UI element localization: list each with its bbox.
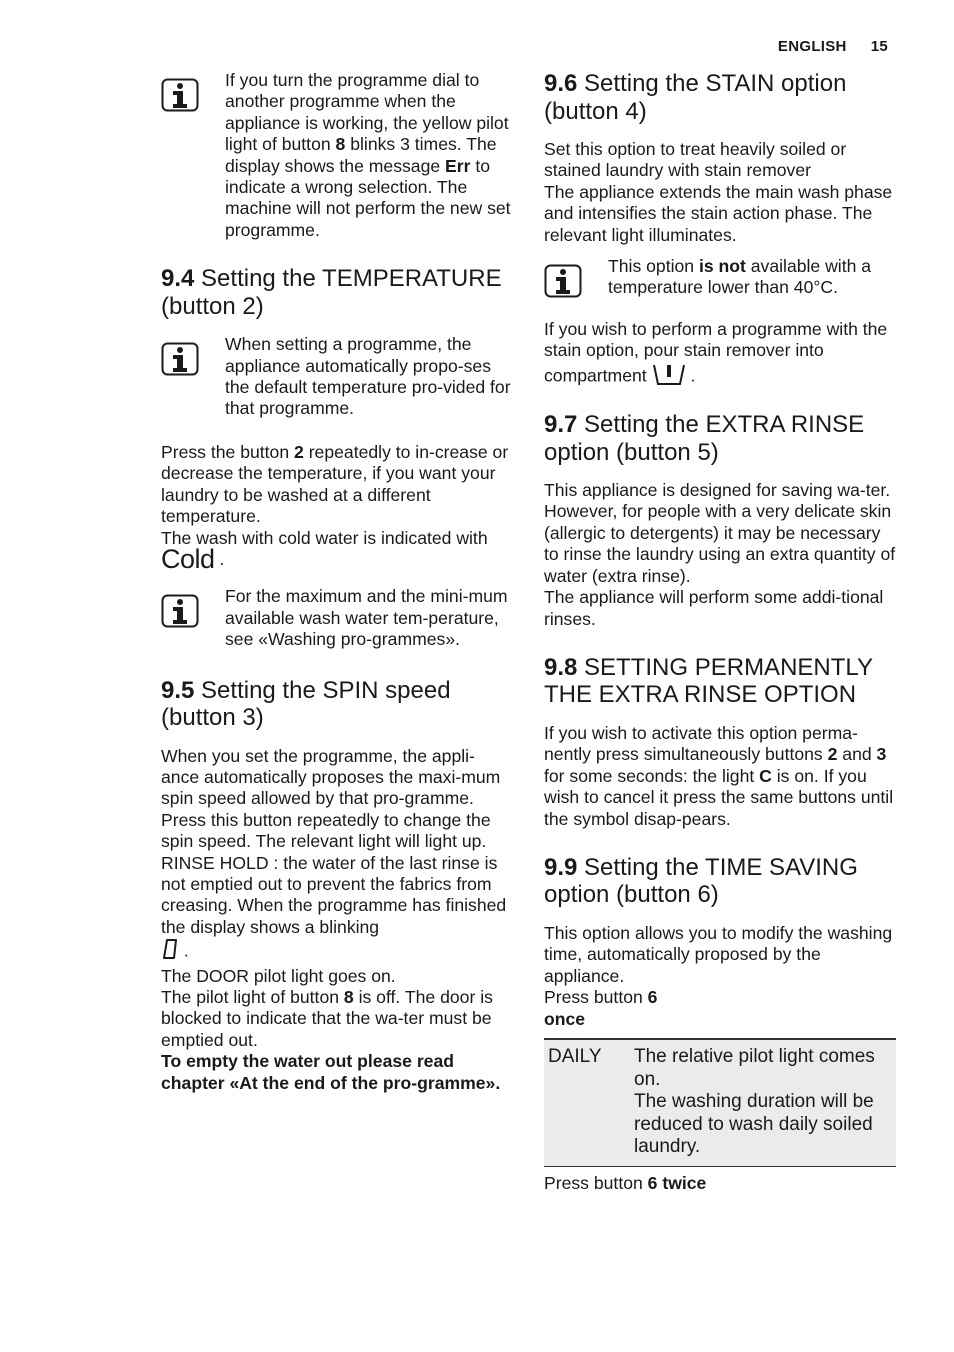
paragraph-stain-compartment: If you wish to perform a programme with the stain option, pour stain remover into compartment . xyxy=(544,319,896,391)
section-heading-9-6: 9.6 Setting the STAIN option (button 4) xyxy=(544,70,847,125)
section-heading-9-4: 9.4 Setting the TEMPERATURE (button 2) xyxy=(161,265,502,320)
paragraph-press-button-6-twice: Press button 6 twice xyxy=(544,1172,707,1193)
info-icon xyxy=(161,334,225,420)
info-icon xyxy=(161,70,225,241)
page-header xyxy=(778,38,888,55)
section-heading-9-5: 9.5 Setting the SPIN speed (button 3) xyxy=(161,676,451,732)
info-note-default-temperature xyxy=(161,334,513,420)
paragraph-extra-rinse-additional: The appliance will perform some addi-tional rinses. xyxy=(544,587,884,629)
zero-display-icon xyxy=(161,938,179,965)
paragraph-stain-extend: The appliance extends the main wash phase and intensifies the stain action phase. The relevant light illuminates. xyxy=(544,181,893,245)
info-note-text: If you turn the programme dial to another programme when the appliance is working, the yellow pilot light of button 8 blinks 3 times. The display shows the message Err to indicate a wrong selection. The machine will not perform the new set programme. xyxy=(225,70,511,240)
language-label: ENGLISH xyxy=(777,38,847,55)
paragraph-spin-intro: When you set the programme, the appli-ance automatically proposes the maxi-mum spin speed allowed by that pro-gramme. xyxy=(161,745,501,809)
paragraph-extra-rinse-saving: This appliance is designed for saving wa-ter. xyxy=(544,480,891,501)
paragraph-pilot-light: The pilot light of button 8 is off. The door is blocked to indicate that the wa-ter must be emptied out. xyxy=(161,987,493,1050)
paragraph-cold-wash: The wash with cold water is indicated with Cold . xyxy=(161,527,488,574)
table-row xyxy=(544,1039,896,1166)
section-heading-9-8: 9.8 SETTING PERMANENTLY THE EXTRA RINSE OPTION xyxy=(544,653,873,709)
paragraph-time-saving: This option allows you to modify the washing time, automatically proposed by the appliance. xyxy=(544,922,893,986)
info-icon xyxy=(161,586,225,650)
info-note-programme-dial xyxy=(161,70,513,241)
right-column xyxy=(544,70,896,1194)
stain-compartment-icon xyxy=(652,362,686,391)
paragraph-once: once xyxy=(544,1008,586,1029)
time-saving-table xyxy=(544,1038,896,1167)
info-note-text: When setting a programme, the appliance automatically propo-ses the default temperature pro-vided for that programme. xyxy=(225,334,511,419)
info-note-text: This option is not available with a temperature lower than 40°C. xyxy=(608,256,872,298)
table-cell-option: DAILY xyxy=(548,1045,602,1067)
info-note-max-min-temperature xyxy=(161,586,513,650)
table-cell-description: The relative pilot light comes on. The washing duration will be reduced to wash daily soiled laundry. xyxy=(634,1045,875,1158)
paragraph-door-light: The DOOR pilot light goes on. xyxy=(161,965,396,986)
paragraph-extra-rinse-skin: However, for people with a very delicate skin (allergic to detergents) it may be necessary to rinse the laundry using an extra quantity of water (extra rinse). xyxy=(544,501,896,586)
page-number: 15 xyxy=(870,38,888,55)
paragraph-permanent-extra-rinse: If you wish to activate this option perma-nently press simultaneously buttons 2 and 3 for some seconds: the light C is on. If you wish to cancel it press the same buttons until the symbol disap-pears. xyxy=(544,722,894,829)
info-note-text: For the maximum and the mini-mum available wash water tem-perature, see «Washing pro-grammes». xyxy=(225,586,508,650)
paragraph-spin-change: Press this button repeatedly to change the spin speed. The relevant light will light up. xyxy=(161,809,491,852)
left-column xyxy=(161,70,513,1094)
cold-symbol: Cold xyxy=(161,543,215,574)
section-heading-9-7: 9.7 Setting the EXTRA RINSE option (button 5) xyxy=(544,411,865,466)
paragraph-rinse-hold: RINSE HOLD : the water of the last rinse is not emptied out to prevent the fabrics from creasing. When the programme has finished the display shows a blinking . xyxy=(161,853,513,966)
section-heading-9-9: 9.9 Setting the TIME SAVING option (button 6) xyxy=(544,853,858,909)
paragraph-temperature: Press the button 2 repeatedly to in-crease or decrease the temperature, if you want your laundry to be washed at a different temperature. xyxy=(161,441,509,527)
paragraph-empty-water: To empty the water out please read chapter «At the end of the pro-gramme». xyxy=(161,1051,501,1093)
info-note-stain-temperature xyxy=(544,256,896,299)
paragraph-press-button-6: Press button 6 xyxy=(544,987,658,1008)
paragraph-stain-intro: Set this option to treat heavily soiled or stained laundry with stain remover xyxy=(544,139,847,181)
info-icon xyxy=(544,256,608,299)
